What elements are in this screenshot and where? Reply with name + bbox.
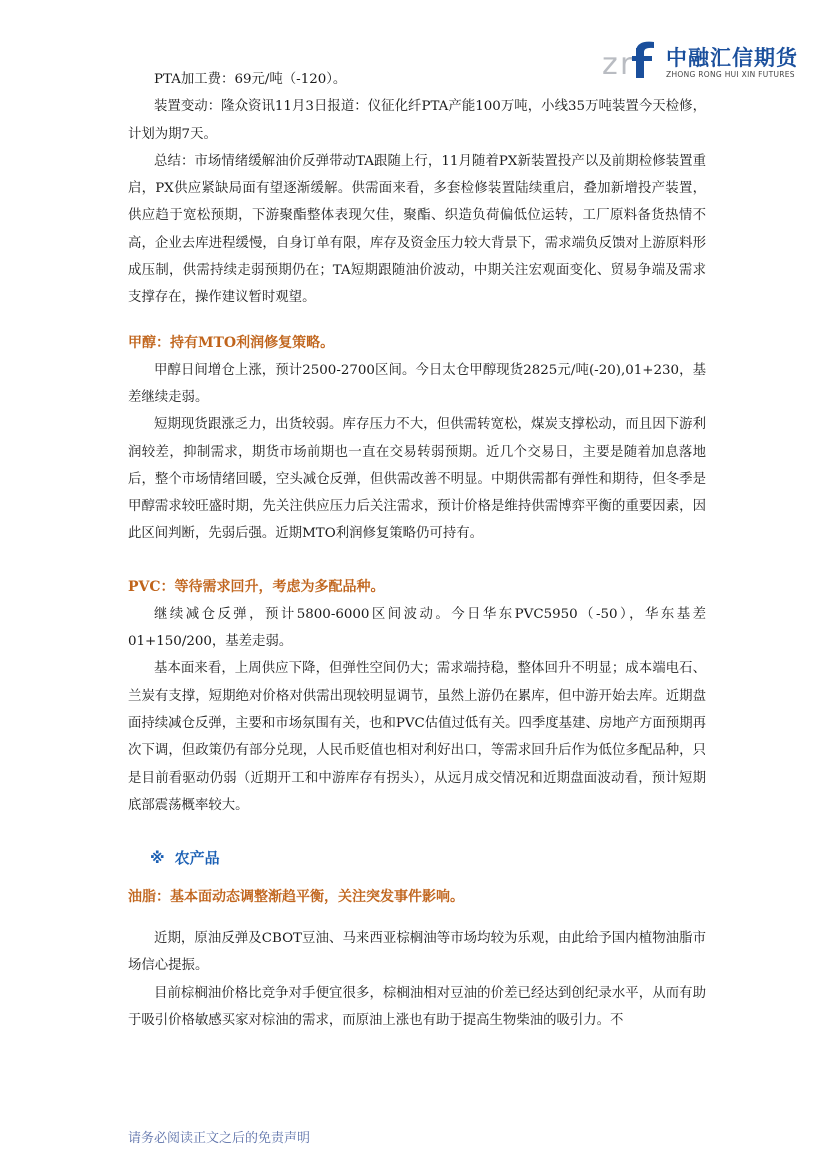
pta-device-change: 装置变动：隆众资讯11月3日报道：仪征化纤PTA产能100万吨，小线35万吨装置今天检修，计划为期7天。 bbox=[128, 99, 706, 142]
methanol-paragraph-1: 甲醇日间增仓上涨，预计2500-2700区间。今日太仓甲醇现货2825元/吨(-20),01+230，基差继续走弱。 bbox=[128, 362, 706, 405]
logo-english-name: ZHONG RONG HUI XIN FUTURES bbox=[666, 70, 795, 79]
oils-paragraph-2: 目前棕榈油价格比竞争对手便宜很多，棕榈油相对豆油的价差已经达到创纪录水平，从而有助于吸引价格敏感买家对棕油的需求，而原油上涨也有助于提高生物柴油的吸引力。不 bbox=[128, 985, 706, 1029]
pvc-paragraph-1: 继续减仓反弹，预计5800-6000区间波动。今日华东PVC5950（-50），华东基差01+150/200，基差走弱。 bbox=[128, 606, 706, 650]
agri-title-text: 农产品 bbox=[174, 849, 220, 868]
pvc-paragraph-2: 基本面来看，上周供应下降，但弹性空间仍大；需求端持稳，整体回升不明显；成本端电石、兰炭有支撑，短期绝对价格对供需出现较明显调节，虽然上游仍在累库，但中游开始去库。近期盘面持续减仓反弹，主要和市场氛围有关，也和PVC估值过低有关。四季度基建、房地产方面预期再次下调，但政策仍有部分兑现，人民币贬值也相对利好出口，等需求回升后作为低位多配品种，只是目前看驱动仍弱（近期开工和中游库存有拐头），从远月成交情况和近期盘面波动看，预计短期底部震荡概率较大。 bbox=[128, 661, 706, 813]
pvc-heading: PVC：等待需求回升，考虑为多配品种。 bbox=[128, 578, 385, 595]
report-body bbox=[128, 66, 706, 1034]
pta-processing-fee: PTA加工费：69元/吨（-120）。 bbox=[154, 72, 347, 87]
reference-mark-icon: ※ bbox=[150, 849, 165, 868]
methanol-heading: 甲醇：持有MTO利润修复策略。 bbox=[128, 334, 335, 351]
svg-text:r: r bbox=[620, 47, 633, 82]
oils-paragraph-1: 近期，原油反弹及CBOT豆油、马来西亚棕榈油等市场均较为乐观，由此给予国内植物油脂市场信心提振。 bbox=[128, 931, 706, 974]
logo-chinese-name: 中融汇信期货 bbox=[666, 46, 798, 70]
pta-summary: 总结：市场情绪缓解油价反弹带动TA跟随上行，11月随着PX新装置投产以及前期检修装置重启，PX供应紧缺局面有望逐渐缓解。供需面来看，多套检修装置陆续重启，叠加新增投产装置，供应趋于宽松预期，下游聚酯整体表现欠佳，聚酯、织造负荷偏低位运转，工厂原料备货热情不高，企业去库进程缓慢，自身订单有限，库存及资金压力较大背景下，需求端负反馈对上游原料形成压制，供需持续走弱预期仍在；TA短期跟随油价波动，中期关注宏观面变化、贸易争端及需求支撑存在，操作建议暂时观望。 bbox=[128, 153, 706, 306]
agri-section-title bbox=[128, 845, 706, 872]
methanol-paragraph-2: 短期现货跟涨乏力，出货较弱。库存压力不大，但供需转宽松，煤炭支撑松动，而且因下游利润较差，抑制需求，期货市场前期也一直在交易转弱预期。近几个交易日，主要是随着加息落地后，整个市场情绪回暖，空头减仓反弹，但供需改善不明显。中期供需都有弹性和期待，但冬季是甲醇需求较旺盛时期，先关注供应压力后关注需求，预计价格是维持供需博弈平衡的重要因素，因此区间判断，先弱后强。近期MTO利润修复策略仍可持有。 bbox=[128, 417, 706, 542]
oils-heading: 油脂：基本面动态调整渐趋平衡，关注突发事件影响。 bbox=[128, 889, 464, 906]
svg-text:z: z bbox=[602, 47, 618, 82]
footer-disclaimer: 请务必阅读正文之后的免责声明 bbox=[128, 1131, 311, 1146]
